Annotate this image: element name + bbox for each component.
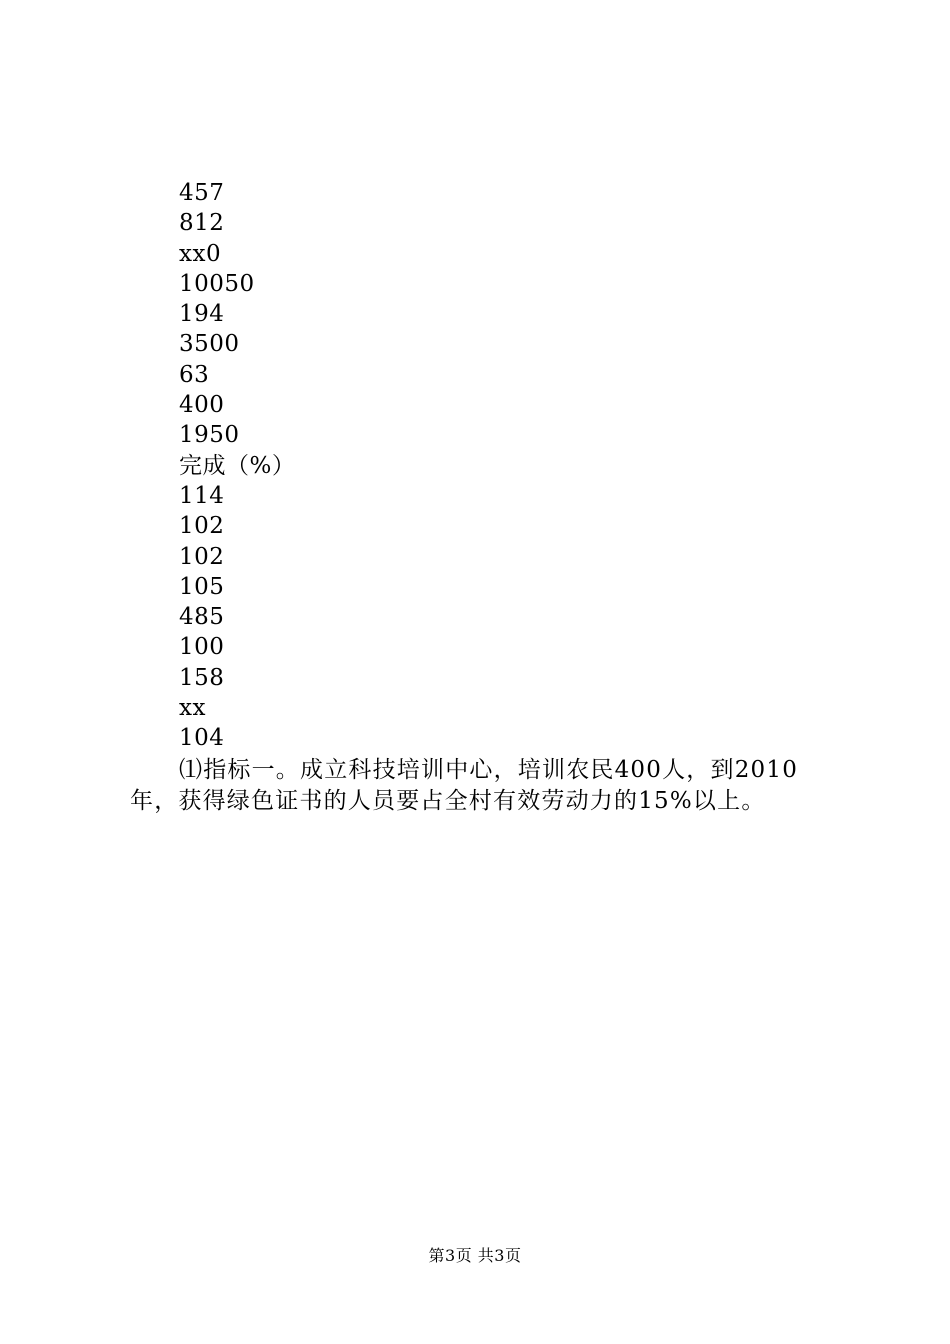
- page-footer: [0, 1243, 950, 1266]
- value-line: 114: [179, 482, 225, 509]
- value-line: 63: [179, 361, 210, 388]
- completion-header: 完成（%）: [179, 452, 296, 479]
- value-line: 3500: [179, 331, 240, 358]
- value-line: 102: [179, 513, 225, 540]
- value-line: 812: [179, 210, 225, 237]
- page-number: 第3页: [428, 1246, 473, 1265]
- value-line: xx0: [179, 240, 222, 267]
- value-line: 158: [179, 664, 225, 691]
- value-line: 10050: [179, 270, 255, 297]
- value-line: 102: [179, 543, 225, 570]
- value-line: 105: [179, 573, 225, 600]
- value-line: 1950: [179, 422, 240, 449]
- value-line: 485: [179, 604, 225, 631]
- value-line: 100: [179, 634, 225, 661]
- value-line: 194: [179, 301, 225, 328]
- indicator-paragraph: ⑴指标一。成立科技培训中心，培训农民400人，到2010年，获得绿色证书的人员要占全村有效劳动力的15%以上。: [130, 757, 799, 814]
- value-line: 104: [179, 725, 225, 752]
- value-line: 457: [179, 180, 225, 206]
- value-line: xx: [179, 695, 206, 722]
- value-line: 400: [179, 392, 225, 419]
- value-list: [179, 178, 295, 754]
- page-total: 共3页: [477, 1246, 522, 1265]
